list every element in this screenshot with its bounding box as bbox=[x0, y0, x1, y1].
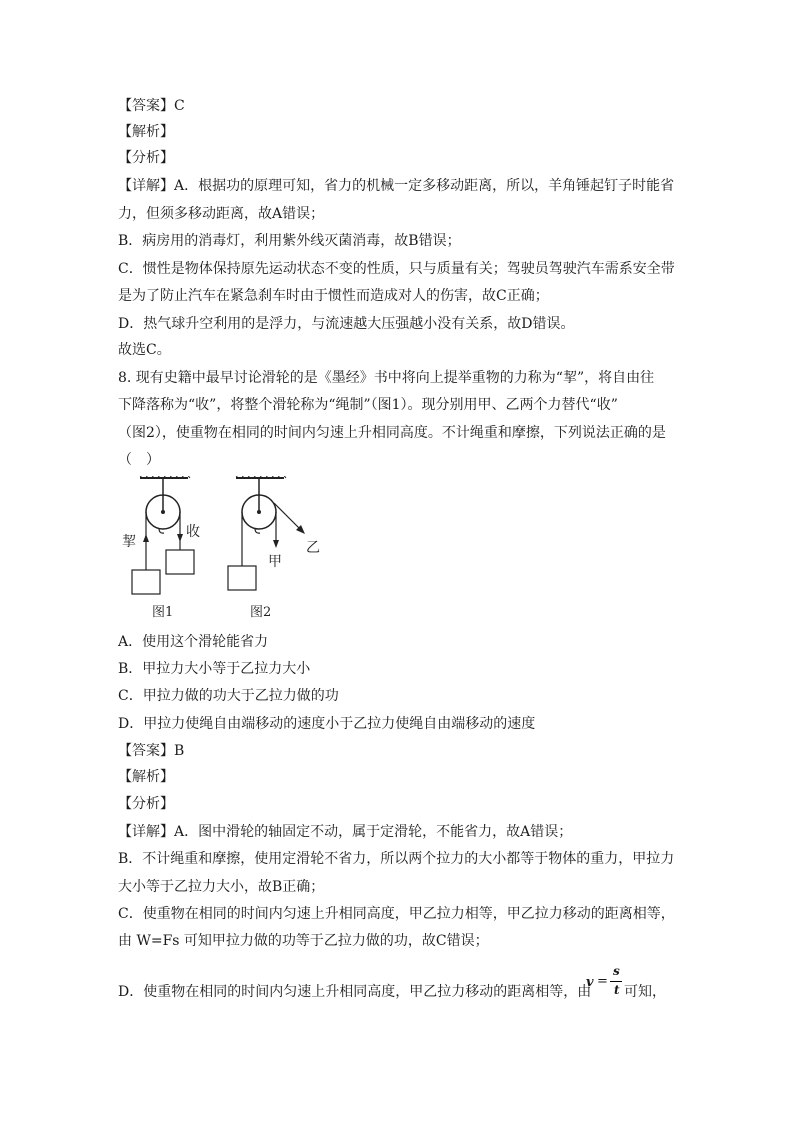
q7-answer: 【答案】C bbox=[118, 98, 185, 114]
q7-c-line-2: 是为了防止汽车在紧急刹车时由于惯性而造成对人的伤害，故C正确； bbox=[118, 288, 549, 304]
q8-stem-line-4: （ ） bbox=[118, 452, 160, 468]
q8-option-a: A．使用这个滑轮能省力 bbox=[118, 634, 269, 650]
q7-fenxi: 【分析】 bbox=[118, 150, 174, 166]
q8-c-line-1: C．使重物在相同的时间内匀速上升相同高度，甲乙拉力相等，甲乙拉力移动的距离相等， bbox=[118, 906, 675, 922]
q8-b-line-2: 大小等于乙拉力大小，故B正确； bbox=[118, 879, 325, 895]
q8-option-d: D．甲拉力使绳自由端移动的速度小于乙拉力使绳自由端移动的速度 bbox=[118, 716, 536, 732]
formula-equals: = bbox=[597, 974, 608, 989]
figure-1 bbox=[122, 476, 200, 620]
rope-yi bbox=[274, 503, 302, 531]
q8-fenxi: 【分析】 bbox=[118, 796, 174, 812]
formula-v: v bbox=[586, 975, 594, 990]
weight-box-3 bbox=[228, 566, 256, 590]
q8-d-line-1: D．使重物在相同的时间内匀速上升相同高度，甲乙拉力移动的距离相等，由 bbox=[118, 984, 592, 1000]
q8-answer: 【答案】B bbox=[118, 743, 185, 759]
q7-c-line-1: C．惯性是物体保持原先运动状态不变的性质，只与质量有关；驾驶员驾驶汽车需系安全带 bbox=[118, 261, 675, 277]
figure-2 bbox=[228, 476, 320, 620]
formula-numerator: s bbox=[613, 964, 620, 978]
arrow-jia bbox=[273, 540, 279, 548]
q8-stem-line-3: （图2），使重物在相同的时间内匀速上升相同高度。不计绳重和摩擦，下列说法正确的是 bbox=[118, 425, 666, 441]
q7-b: B．病房用的消毒灯，利用紫外线灭菌消毒，故B错误； bbox=[118, 233, 461, 249]
q8-stem-line-1: 8. 现有史籍中最早讨论滑轮的是《墨经》书中将向上提举重物的力称为“挈”，将自由往 bbox=[118, 370, 655, 386]
formula-denominator: t bbox=[614, 983, 620, 997]
q8-b-line-1: B．不计绳重和摩擦，使用定滑轮不省力，所以两个拉力的大小都等于物体的重力，甲拉力 bbox=[118, 851, 675, 867]
pulley-center-2 bbox=[257, 510, 261, 514]
label-yi: 乙 bbox=[306, 540, 320, 556]
q8-d-line-1-tail: 可知， bbox=[624, 984, 666, 1000]
q8-detail-a: 【详解】A．图中滑轮的轴固定不动，属于定滑轮，不能省力，故A错误； bbox=[118, 824, 573, 840]
label-shou: 收 bbox=[186, 524, 200, 540]
q7-d: D．热气球升空利用的是浮力，与流速越大压强越小没有关系，故D错误。 bbox=[118, 316, 575, 332]
formula-fraction-bar bbox=[610, 981, 622, 982]
q8-option-c: C．甲拉力做的功大于乙拉力做的功 bbox=[118, 688, 339, 704]
q7-detail-line-1: 【详解】A．根据功的原理可知，省力的机械一定多移动距离，所以，羊角锤起钉子时能省 bbox=[118, 178, 675, 194]
pulley-center-1 bbox=[161, 510, 165, 514]
q8-option-b: B．甲拉力大小等于乙拉力大小 bbox=[118, 661, 311, 677]
pulley-figure bbox=[118, 476, 328, 624]
caption-figure-1: 图1 bbox=[152, 605, 174, 620]
q8-stem-line-2: 下降落称为“收”，将整个滑轮称为“绳制”（图1）。现分别用甲、乙两个力替代“收” bbox=[118, 397, 618, 413]
velocity-formula bbox=[586, 964, 624, 1006]
arrow-up-qie bbox=[143, 534, 149, 542]
weight-box-1 bbox=[132, 570, 160, 594]
label-jia: 甲 bbox=[268, 554, 282, 570]
caption-figure-2: 图2 bbox=[250, 605, 272, 620]
label-qie: 挈 bbox=[122, 534, 136, 550]
q8-c-line-2: 由 W=Fs 可知甲拉力做的功等于乙拉力做的功，故C错误； bbox=[118, 933, 489, 949]
arrow-down-shou bbox=[177, 534, 183, 542]
q8-jiexi: 【解析】 bbox=[118, 769, 174, 785]
q7-conclusion: 故选C。 bbox=[118, 342, 171, 358]
weight-box-2 bbox=[166, 550, 194, 574]
q7-jiexi: 【解析】 bbox=[118, 124, 174, 140]
q7-detail-line-2: 力，但须多移动距离，故A错误； bbox=[118, 206, 325, 222]
